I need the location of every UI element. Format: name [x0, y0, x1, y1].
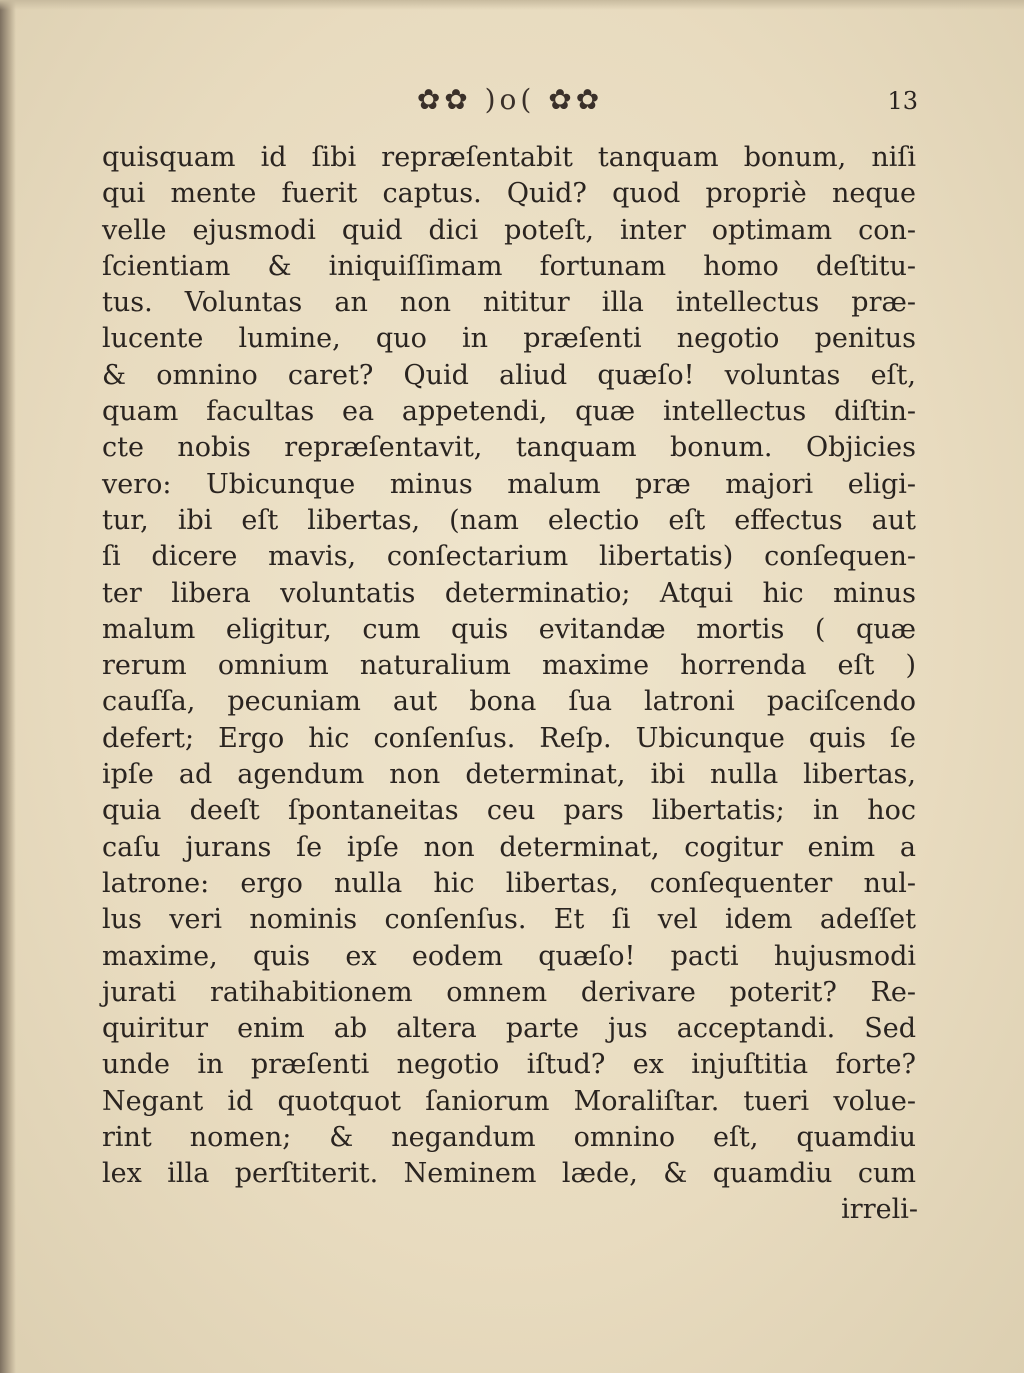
text-line: maxime, quis ex eodem quæſo! pacti hujusmodi	[102, 940, 916, 972]
text-line: cte nobis repræſentavit, tanquam bonum. Objicies	[102, 432, 916, 464]
page-edge-shadow	[0, 0, 16, 1373]
text-line: quisquam id ſibi repræſentabit tanquam bonum, niſi	[102, 142, 916, 173]
header-ornament: ✿✿ )o( ✿✿	[416, 83, 604, 116]
text-line: vero: Ubicunque minus malum præ majori eligi-	[102, 468, 916, 500]
text-line: quam facultas ea appetendi, quæ intellectus diſtin-	[102, 396, 916, 428]
text-line: lex illa perſtiterit. Neminem læde, & quamdiu cum	[102, 1158, 916, 1190]
text-line: cauſſa, pecuniam aut bona ſua latroni paciſcendo	[102, 686, 916, 718]
text-line: Negant id quotquot ſaniorum Moraliſtar. tueri volue-	[102, 1085, 916, 1117]
text-line: rint nomen; & negandum omnino eſt, quamdiu	[102, 1122, 916, 1154]
text-line: rerum omnium naturalium maxime horrenda eſt )	[102, 650, 916, 682]
text-line: ſi dicere mavis, conſectarium libertatis) conſequen-	[102, 541, 916, 573]
text-line: quia deeſt ſpontaneitas ceu pars libertatis; in hoc	[102, 795, 916, 827]
text-line: unde in præſenti negotio iſtud? ex injuſtitia forte?	[102, 1049, 916, 1081]
page-top-edge	[0, 0, 1024, 10]
text-line: tur, ibi eſt libertas, (nam electio eſt effectus aut	[102, 504, 916, 536]
page-number: 13	[887, 87, 918, 115]
text-line: malum eligitur, cum quis evitandæ mortis ( quæ	[102, 613, 916, 645]
body-text	[102, 140, 916, 1193]
text-line: lus veri nominis conſenſus. Et ſi vel idem adeſſet	[102, 904, 916, 936]
text-line: ſcientiam & iniquiſſimam fortunam homo deſtitu-	[102, 250, 916, 282]
text-line: defert; Ergo hic conſenſus. Reſp. Ubicunque quis ſe	[102, 722, 916, 754]
text-line: ter libera voluntatis determinatio; Atqui hic minus	[102, 577, 916, 609]
text-line: velle ejusmodi quid dici poteſt, inter optimam con-	[102, 214, 916, 246]
running-header	[100, 82, 918, 122]
text-line: tus. Voluntas an non nititur illa intellectus præ-	[102, 287, 916, 319]
text-line: qui mente fuerit captus. Quid? quod propriè neque	[102, 178, 916, 210]
text-line: quiritur enim ab altera parte jus acceptandi. Sed	[102, 1013, 916, 1045]
text-line: caſu jurans ſe ipſe non determinat, cogitur enim a	[102, 831, 916, 863]
text-line: latrone: ergo nulla hic libertas, conſequenter nul-	[102, 867, 916, 899]
text-line: jurati ratihabitionem omnem derivare poterit? Re-	[102, 976, 916, 1008]
text-line: & omnino caret? Quid aliud quæſo! voluntas eſt,	[102, 359, 916, 391]
catchword: irreli-	[841, 1194, 918, 1225]
text-line: lucente lumine, quo in præſenti negotio penitus	[102, 323, 916, 355]
text-line: ipſe ad agendum non determinat, ibi nulla libertas,	[102, 759, 916, 791]
